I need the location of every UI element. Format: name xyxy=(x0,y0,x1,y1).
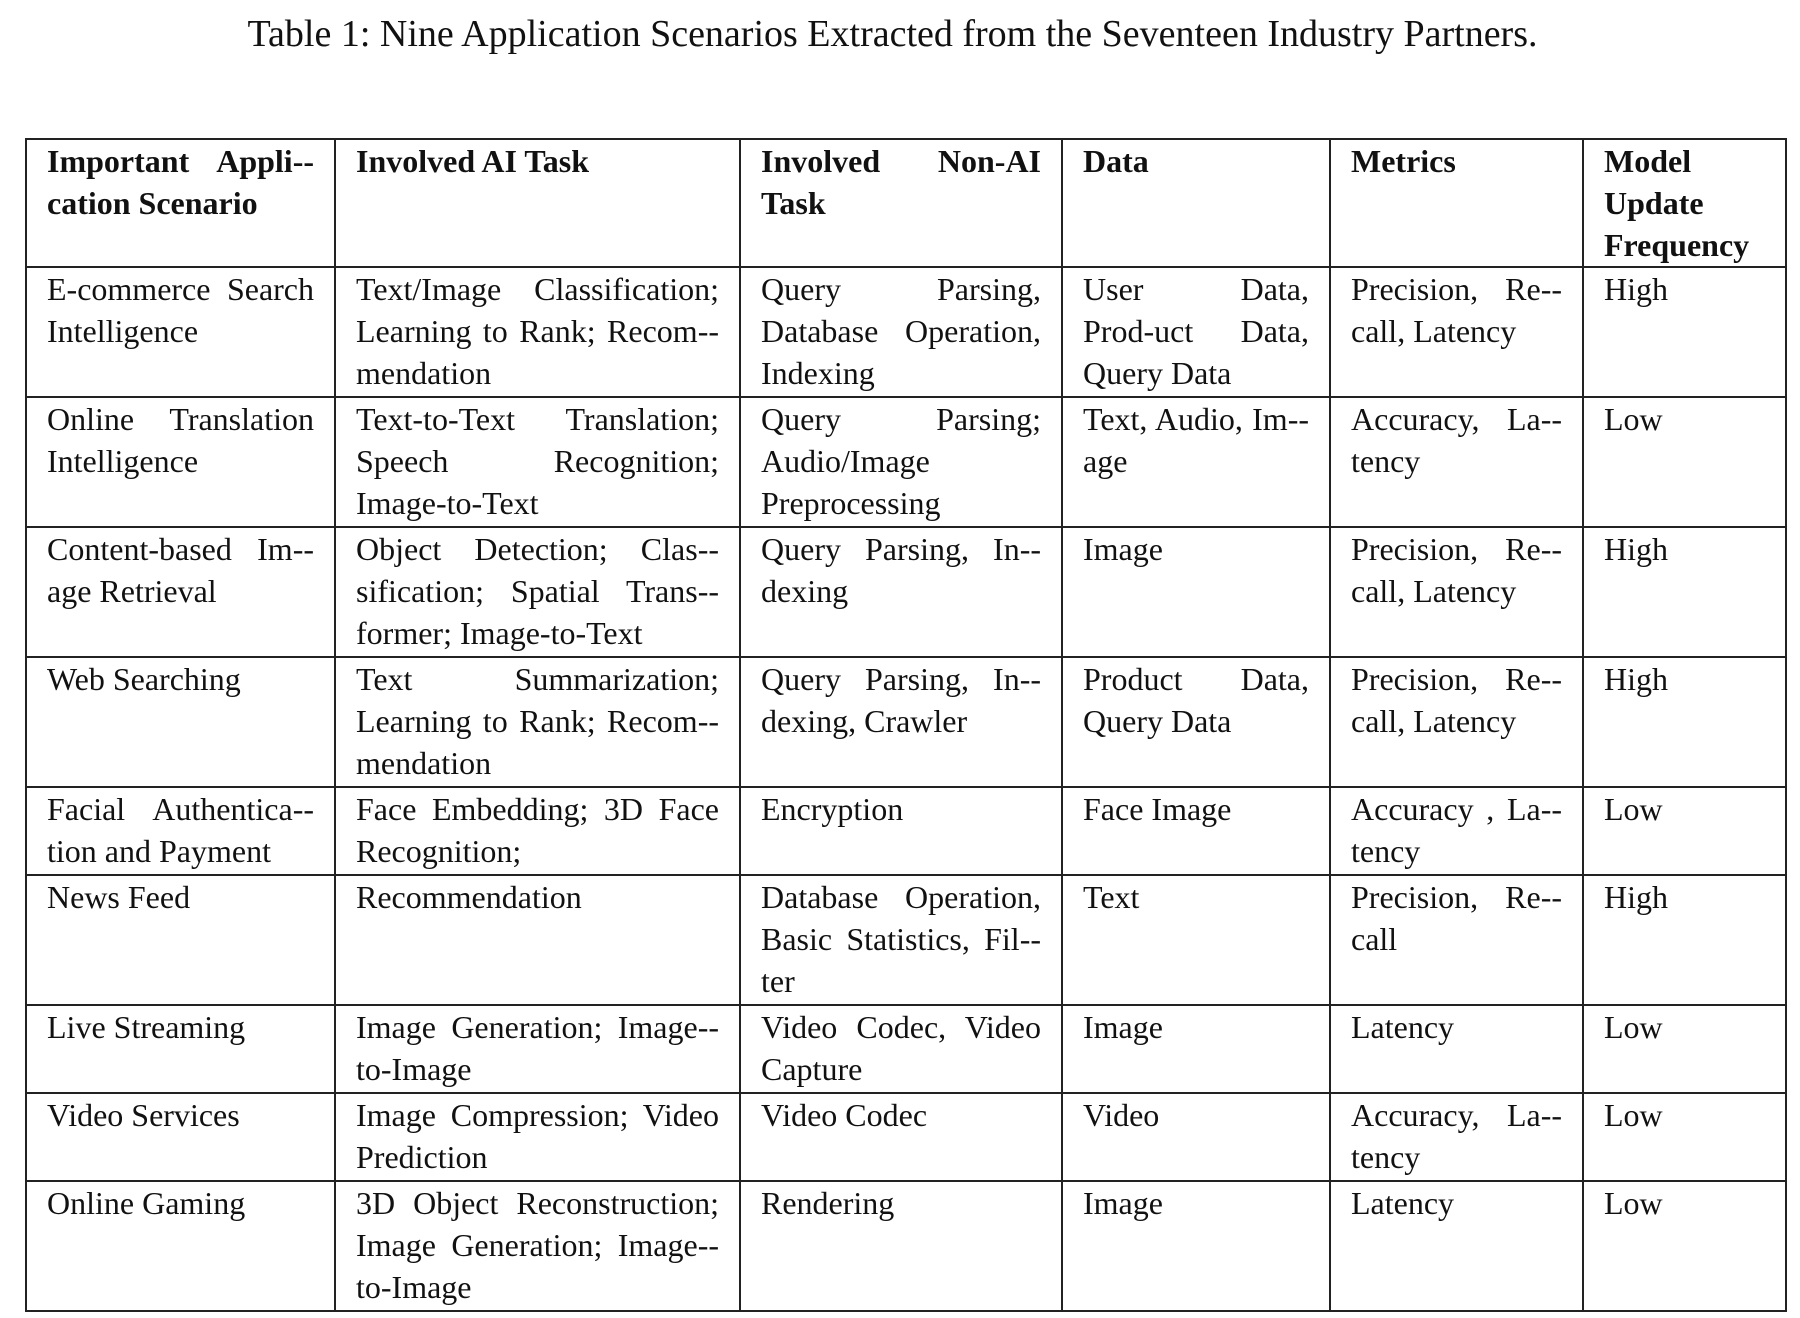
cell-data: Image xyxy=(1062,1181,1330,1311)
table-header-row xyxy=(26,139,1786,267)
cell-ai-task: Image Compression; Video Prediction xyxy=(335,1093,740,1181)
cell-data: Text, Audio, Im-age xyxy=(1062,397,1330,527)
cell-scenario: E-commerce Search Intelligence xyxy=(26,267,335,397)
table-row xyxy=(26,787,1786,875)
cell-update-frequency: High xyxy=(1583,657,1786,787)
header-ai-task: Involved AI Task xyxy=(335,139,740,267)
table-row xyxy=(26,1181,1786,1311)
cell-scenario: Video Services xyxy=(26,1093,335,1181)
cell-scenario: Facial Authentica-tion and Payment xyxy=(26,787,335,875)
cell-update-frequency: Low xyxy=(1583,787,1786,875)
cell-metrics: Accuracy, La-tency xyxy=(1330,1093,1583,1181)
cell-metrics: Precision, Re-call, Latency xyxy=(1330,267,1583,397)
cell-non-ai-task: Query Parsing, In-dexing, Crawler xyxy=(740,657,1062,787)
cell-non-ai-task: Encryption xyxy=(740,787,1062,875)
cell-data: User Data, Prod-uct Data, Query Data xyxy=(1062,267,1330,397)
header-non-ai-task: Involved Non-AI Task xyxy=(740,139,1062,267)
cell-metrics: Accuracy, La-tency xyxy=(1330,397,1583,527)
cell-metrics: Precision, Re-call xyxy=(1330,875,1583,1005)
cell-non-ai-task: Database Operation, Basic Statistics, Fil-ter xyxy=(740,875,1062,1005)
cell-data: Video xyxy=(1062,1093,1330,1181)
table-row xyxy=(26,1093,1786,1181)
cell-scenario: Web Searching xyxy=(26,657,335,787)
cell-non-ai-task: Query Parsing, In-dexing xyxy=(740,527,1062,657)
table-row xyxy=(26,875,1786,1005)
cell-ai-task: Text/Image Classification; Learning to Rank; Recom-mendation xyxy=(335,267,740,397)
cell-update-frequency: High xyxy=(1583,267,1786,397)
cell-scenario: News Feed xyxy=(26,875,335,1005)
cell-ai-task: Object Detection; Clas-sification; Spatial Trans-former; Image-to-Text xyxy=(335,527,740,657)
cell-non-ai-task: Video Codec, Video Capture xyxy=(740,1005,1062,1093)
cell-non-ai-task: Video Codec xyxy=(740,1093,1062,1181)
cell-update-frequency: Low xyxy=(1583,1093,1786,1181)
cell-data: Image xyxy=(1062,527,1330,657)
header-application-scenario: Important Appli-cation Scenario xyxy=(26,139,335,267)
cell-ai-task: Text Summarization; Learning to Rank; Recom-mendation xyxy=(335,657,740,787)
cell-metrics: Precision, Re-call, Latency xyxy=(1330,527,1583,657)
cell-update-frequency: Low xyxy=(1583,1181,1786,1311)
cell-metrics: Precision, Re-call, Latency xyxy=(1330,657,1583,787)
cell-ai-task: Recommendation xyxy=(335,875,740,1005)
scenarios-table xyxy=(25,138,1787,1312)
cell-data: Face Image xyxy=(1062,787,1330,875)
table-row xyxy=(26,1005,1786,1093)
cell-metrics: Accuracy , La-tency xyxy=(1330,787,1583,875)
cell-non-ai-task: Query Parsing; Audio/Image Preprocessing xyxy=(740,397,1062,527)
cell-scenario: Online Translation Intelligence xyxy=(26,397,335,527)
table-row xyxy=(26,397,1786,527)
table-row xyxy=(26,527,1786,657)
cell-ai-task: Face Embedding; 3D Face Recognition; xyxy=(335,787,740,875)
table-row xyxy=(26,657,1786,787)
cell-ai-task: 3D Object Reconstruction; Image Generation; Image-to-Image xyxy=(335,1181,740,1311)
cell-non-ai-task: Rendering xyxy=(740,1181,1062,1311)
cell-update-frequency: Low xyxy=(1583,1005,1786,1093)
header-update-frequency: Model Update Frequency xyxy=(1583,139,1786,267)
cell-update-frequency: Low xyxy=(1583,397,1786,527)
cell-metrics: Latency xyxy=(1330,1005,1583,1093)
cell-non-ai-task: Query Parsing, Database Operation, Indexing xyxy=(740,267,1062,397)
cell-update-frequency: High xyxy=(1583,527,1786,657)
cell-data: Image xyxy=(1062,1005,1330,1093)
header-metrics: Metrics xyxy=(1330,139,1583,267)
cell-data: Product Data, Query Data xyxy=(1062,657,1330,787)
cell-ai-task: Image Generation; Image-to-Image xyxy=(335,1005,740,1093)
header-data: Data xyxy=(1062,139,1330,267)
cell-scenario: Online Gaming xyxy=(26,1181,335,1311)
table-row xyxy=(26,267,1786,397)
cell-update-frequency: High xyxy=(1583,875,1786,1005)
table-caption: Table 1: Nine Application Scenarios Extracted from the Seventeen Industry Partners. xyxy=(247,13,1538,55)
cell-ai-task: Text-to-Text Translation; Speech Recognition; Image-to-Text xyxy=(335,397,740,527)
cell-metrics: Latency xyxy=(1330,1181,1583,1311)
cell-data: Text xyxy=(1062,875,1330,1005)
cell-scenario: Live Streaming xyxy=(26,1005,335,1093)
cell-scenario: Content-based Im-age Retrieval xyxy=(26,527,335,657)
